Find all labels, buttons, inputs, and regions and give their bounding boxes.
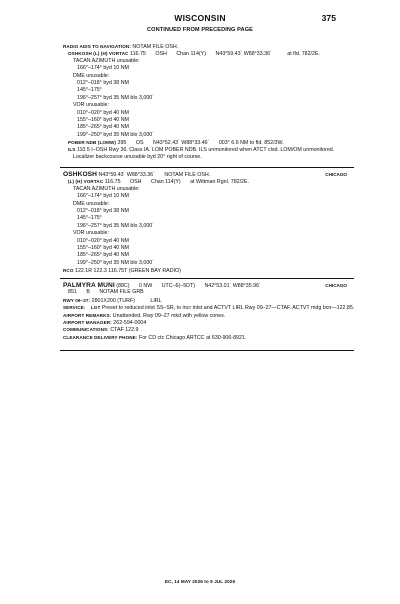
restriction-line: 185°–265° byd 40 NM xyxy=(77,252,129,259)
ils-label: ILS xyxy=(68,147,76,153)
restriction-line: TACAN AZIMUTH unusable: xyxy=(73,185,140,192)
restriction-line: 145°–175° xyxy=(77,215,102,222)
rco-text: 122.1R 122.3 116.75T (GREEN BAY RADIO) xyxy=(75,268,181,275)
rco-label: RCO xyxy=(63,268,74,274)
ils-text-continued: Localizer backcourse unusable byd 20° right of course. xyxy=(73,153,202,160)
vortac-channel: Chan 114(Y) xyxy=(176,51,206,58)
restriction-line: 010°–020° byd 40 NM xyxy=(77,109,129,116)
restriction-line: TACAN AZIMUTH unusable: xyxy=(73,57,140,64)
restriction-line: 145°–175° xyxy=(77,87,102,94)
remarks-label: AIRPORT REMARKS: xyxy=(63,312,112,318)
clearance-text: For CD ctc Chicago ARTCC at 630-906-8921. xyxy=(138,334,247,341)
oshkosh-name: OSHKOSH xyxy=(63,171,98,178)
oshkosh-vortac-channel: Chan 114(Y) xyxy=(151,179,181,186)
palmyra-elevation: 851 xyxy=(68,289,77,296)
runway-lights: LIRL xyxy=(150,297,162,304)
palmyra-region: CHICAGO xyxy=(325,283,347,288)
palmyra-distance: 0 NW xyxy=(138,283,153,289)
restriction-line: DME unusable: xyxy=(73,200,110,207)
vortac-id: OSH xyxy=(155,51,167,58)
oshkosh-notam: NOTAM FILE OSH. xyxy=(164,172,211,178)
palmyra-utc: UTC–6(–5DT) xyxy=(161,283,195,289)
restriction-line: 012°–018° byd 38 NM xyxy=(77,207,129,214)
oshkosh-coordinates: N43°59.43´ W88°33.36´ xyxy=(98,172,155,178)
continued-heading: CONTINUED FROM PRECEDING PAGE xyxy=(147,27,253,33)
service-text: Preset to reduced intst SS–SR, to incr intst and ACTVT LIRL Rwy 09–27—CTAF. ACTVT mdg bcn—122.85. xyxy=(101,305,355,312)
manager-phone: 262-594-0004 xyxy=(113,319,147,326)
restriction-line: 166°–174° byd 10 NM xyxy=(77,193,129,200)
section-divider xyxy=(60,278,354,279)
palmyra-entry xyxy=(63,282,355,341)
restriction-line: 199°–250° byd 35 NM blo 3,000´ xyxy=(77,131,154,138)
restriction-line: VOR unusable: xyxy=(73,230,109,237)
service-label: SERVICE: xyxy=(63,305,86,311)
palmyra-coordinates: N42°53.01´ W88°35.96´ xyxy=(204,283,261,289)
oshkosh-region: CHICAGO xyxy=(325,172,347,177)
restriction-line: 196°–257° byd 35 NM blo 3,000´ xyxy=(77,94,154,101)
ndb-coordinates: N43°52.43´ W88°33.46´ xyxy=(153,140,210,147)
restriction-line: 010°–020° byd 40 NM xyxy=(77,237,129,244)
palmyra-notam: NOTAM FILE GRB xyxy=(99,289,144,296)
restriction-line: VOR unusable: xyxy=(73,102,109,109)
ndb-label: POBER NDB (LOMW) xyxy=(68,140,117,146)
vortac-field: at fld. 782/2E. xyxy=(287,51,320,58)
communications-text: CTAF 122.9 xyxy=(110,327,139,334)
section-divider xyxy=(60,350,354,351)
oshkosh-vortac-frequency: 116.75 xyxy=(104,179,121,186)
clearance-label: CLEARANCE DELIVERY PHONE: xyxy=(63,334,138,340)
vortac-label: OSHKOSH (L) (H) VORTAC xyxy=(68,51,129,57)
restriction-line: 155°–160° byd 40 NM xyxy=(77,244,129,251)
restriction-line: 166°–174° byd 10 NM xyxy=(77,65,129,72)
oshkosh-vortac-location: at Wittman Rgnl. 782/2E. xyxy=(190,179,250,186)
remarks-text: Unattended. Rwy 09–27 mkd with yellow cones. xyxy=(112,312,226,319)
state-title: WISCONSIN xyxy=(174,13,226,23)
restriction-line: 196°–257° byd 35 NM blo 3,000´ xyxy=(77,222,154,229)
effective-dates-footer: EC, 14 MAY 2026 to 9 JUL 2026 xyxy=(164,579,236,584)
lighting-label: LGT xyxy=(90,305,101,311)
restriction-line: 185°–265° byd 40 NM xyxy=(77,124,129,131)
ils-text: 110.5 I–OSH Rwy 36. Class IA. LOM POBER NDB. ILS unmonitored when ATCT clsd. LOM/OM unmonitored. xyxy=(76,147,335,154)
continued-nav-section xyxy=(63,43,347,161)
restriction-line: 012°–018° byd 38 NM xyxy=(77,79,129,86)
restriction-line: DME unusable: xyxy=(73,72,110,79)
palmyra-name: PALMYRA MUNI xyxy=(63,282,115,289)
nav-aids-label: RADIO AIDS TO NAVIGATION: xyxy=(63,44,131,49)
nav-aids-notam: NOTAM FILE OSH. xyxy=(132,44,179,50)
vortac-frequency: 116.75 xyxy=(130,51,146,58)
restriction-line: 155°–160° byd 40 NM xyxy=(77,116,129,123)
oshkosh-entry xyxy=(63,171,347,274)
palmyra-fuel: B xyxy=(86,289,90,296)
palmyra-ident: (88C) xyxy=(116,283,130,289)
oshkosh-vortac-label: (L) (H) VORTAC xyxy=(68,179,104,185)
ndb-frequency: 395 xyxy=(117,140,127,147)
restriction-line: 199°–250° byd 35 NM blo 3,000´ xyxy=(77,259,154,266)
ndb-id: OS xyxy=(135,140,144,147)
ndb-bearing: 003° 6.6 NM to fld. 852/3W. xyxy=(218,140,284,147)
manager-label: AIRPORT MANAGER: xyxy=(63,319,112,325)
oshkosh-vortac-id: OSH xyxy=(130,179,142,186)
runway-label: RWY 09–27: xyxy=(63,297,91,303)
runway-text: 2801X200 (TURF) xyxy=(91,297,135,304)
section-divider xyxy=(60,167,354,168)
page-number: 375 xyxy=(321,13,336,23)
vortac-coordinates: N43°59.43´ W88°33.36´ xyxy=(215,51,272,58)
communications-label: COMMUNICATIONS: xyxy=(63,327,109,333)
